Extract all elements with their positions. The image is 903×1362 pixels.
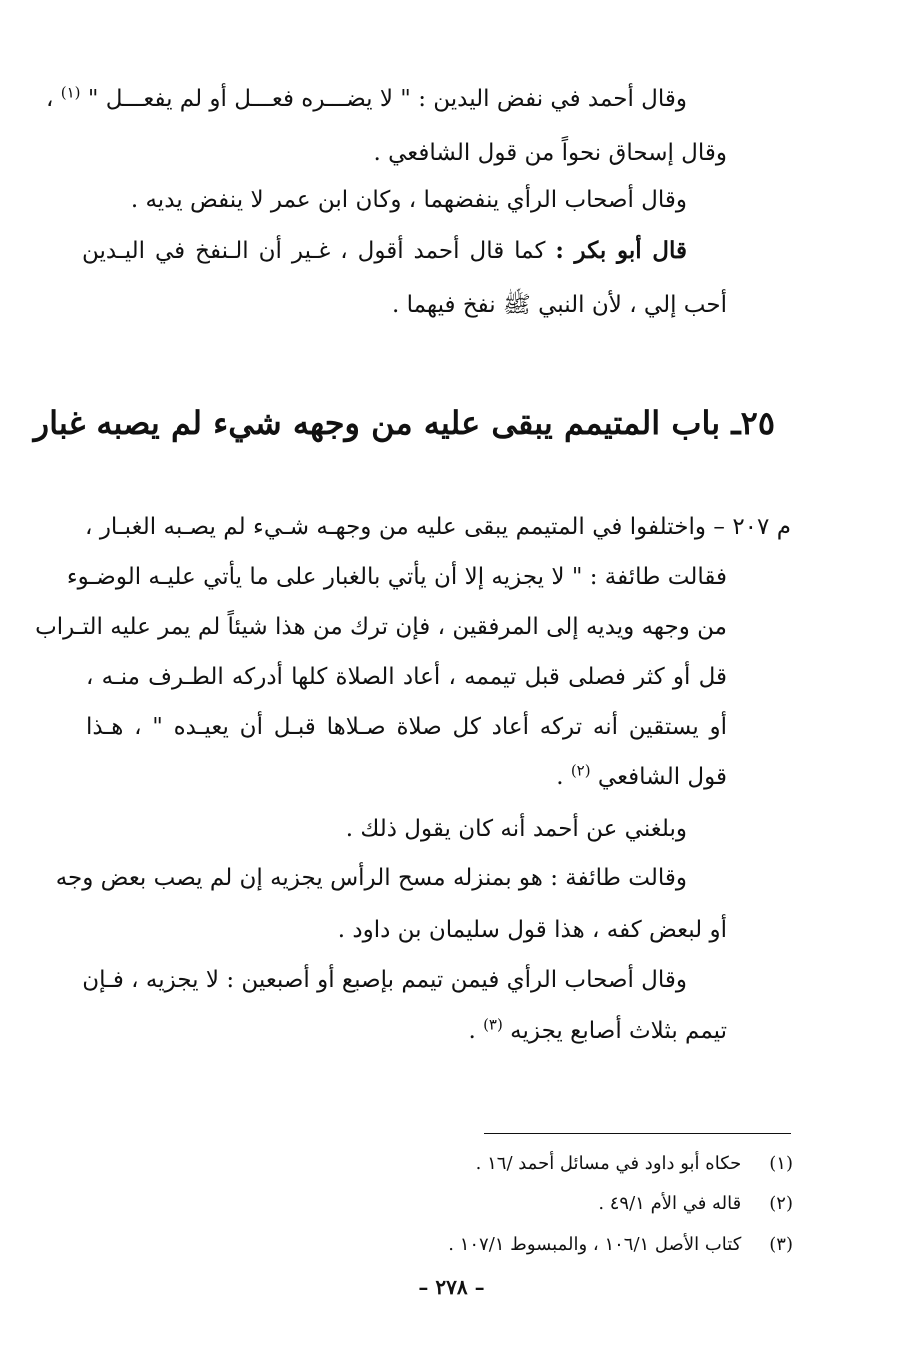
section-line-11: تيمم بثلاث أصابع يجزيه $^{(٣)}$ . xyxy=(468,1015,727,1044)
footnote-number: (٢) xyxy=(769,1193,793,1214)
page-number: – ٢٧٨ – xyxy=(418,1275,485,1299)
section-line-7: وبلغني عن أحمد أنه كان يقول ذلك . xyxy=(345,816,687,842)
footnote-ref-1[interactable]: (١) xyxy=(60,83,81,102)
section-line-8: وقالت طائفة : هو بمنزله مسح الرأس يجزيه إن لم يصب بعض وجه xyxy=(55,865,687,891)
section-heading: ٢٥ـ باب المتيمم يبقى عليه من وجهه شيء لم يصبه غبار xyxy=(33,404,775,442)
section-line-2: فقالت طائفة : " لا يجزيه إلا أن يأتي بالغبار على ما يأتي عليـه الوضـوء xyxy=(66,564,727,590)
section-line-9: أو لبعض كفه ، هذا قول سليمان بن داود . xyxy=(337,917,727,943)
section-line-3: من وجهه ويديه إلى المرفقين ، فإن ترك من هذا شيئاً لم يمر عليه التـراب xyxy=(35,614,727,640)
footnote-number: (٣) xyxy=(769,1234,793,1255)
footnote-text: قاله في الأم ٤٩/١ . xyxy=(598,1193,742,1214)
footnote-3 xyxy=(448,1231,793,1259)
intro-line-5: أحب إلي ، لأن النبي ﷺ نفخ فيهما . xyxy=(392,292,727,318)
intro-line-1: وقال أحمد في نفض اليدين : " لا يضـــره فعـــل أو لم يفعـــل " $^{(١)}$ ، xyxy=(45,83,687,112)
footnote-separator xyxy=(484,1133,791,1134)
author-label: قال أبو بكر : xyxy=(555,237,688,264)
section-line-4: قل أو كثر فصلى قبل تيممه ، أعاد الصلاة كلها أدركه الطـرف منـه ، xyxy=(86,664,728,690)
intro-line-3: وقال أصحاب الرأي ينفضهما ، وكان ابن عمر لا ينفض يديه . xyxy=(130,187,687,213)
footnote-2 xyxy=(598,1190,793,1218)
issue-number: م ٢٠٧ – xyxy=(713,514,792,540)
footnote-ref-3[interactable]: (٣) xyxy=(483,1015,503,1034)
footnote-text: حكاه أبو داود في مسائل أحمد /١٦ . xyxy=(475,1153,742,1174)
intro-line-2: وقال إسحاق نحواً من قول الشافعي . xyxy=(373,140,727,166)
intro-line-4: قال أبو بكر : كما قال أحمد أقول ، غـير أن الـنفخ في اليـدين xyxy=(82,237,688,264)
footnote-1 xyxy=(476,1150,793,1178)
footnote-ref-2[interactable]: (٢) xyxy=(570,761,591,780)
section-line-5: أو يستقين أنه تركه أعاد كل صلاة صـلاها قبـل أن يعيـده " ، هـذا xyxy=(86,714,727,740)
section-line-1: م ٢٠٧ – واختلفوا في المتيمم يبقى عليه من وجهـه شـيء لم يصـبه الغبـار ، xyxy=(85,514,792,540)
footnote-number: (١) xyxy=(769,1153,793,1174)
footnote-text: كتاب الأصل ١٠٦/١ ، والمبسوط ١٠٧/١ . xyxy=(448,1234,742,1255)
section-line-10: وقال أصحاب الرأي فيمن تيمم بإصبع أو أصبعين : لا يجزيه ، فـإن xyxy=(82,967,687,993)
section-line-6: قول الشافعي $^{(٢)}$ . xyxy=(556,761,727,790)
